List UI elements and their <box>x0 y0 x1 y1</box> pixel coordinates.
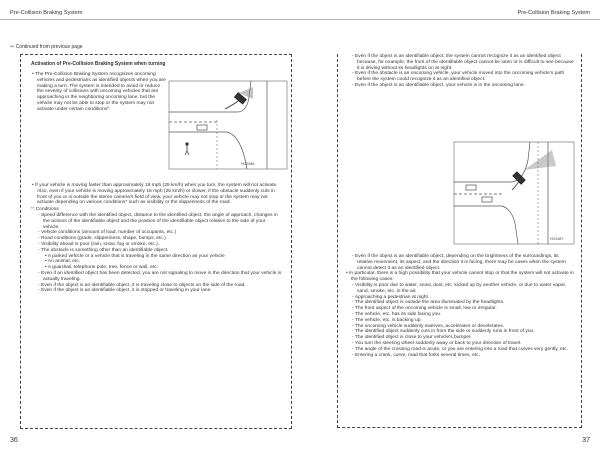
case-item: - Entering a crank, curve, road that forks several times, etc. <box>352 352 481 358</box>
sub-item: • A guardrail, telephone pole, tree, fence or wall, etc. <box>45 265 158 271</box>
turning-figure <box>167 79 289 171</box>
oncoming-car-icon <box>466 185 476 190</box>
condition-item: - Speed difference with the identified object, distance to the identified object, the angle of approach, changes in the actions of the identifiable object and the position of the identifiable object relative to the side of your vehicle. <box>38 212 278 230</box>
figure-id: HOS487 <box>550 237 564 241</box>
right-top <box>345 54 575 89</box>
condition-item: - Visibility ahead is poor (rain, snow, fog or smoke, etc.). <box>38 241 160 247</box>
oncoming-lane-figure <box>452 140 576 246</box>
case-item: - The oncoming vehicle suddenly swerves, accelerates or decelerates. <box>352 323 505 329</box>
sub-item: • A parked vehicle or a vehicle that is traveling in the same direction as your vehicle <box>45 253 225 259</box>
right-item: - Even if the object is an identifiable object, your vehicle is in the oncoming lane. <box>352 82 525 88</box>
case-item: - The angle of the crossing road is acute, or you are entering into a road that curves very gently, etc. <box>352 346 568 352</box>
case-item: - Visibility is poor due to water, snow, dust, etc. kicked up by another vehicle, or due to water vapor, sand, smoke, etc. in the air. <box>352 282 567 294</box>
left-title <box>31 62 281 71</box>
right-item: - Even if the object is an identifiable object, the system cannot recognize it as an identified object because, for example, the front of the identifiable object cannot be seen or is difficult to see because it is driving without its headlights on at night. <box>352 54 574 71</box>
page-number-right: 37 <box>582 437 590 444</box>
left-intro <box>31 72 167 113</box>
header-right: Pre-Collision Braking System <box>517 10 590 16</box>
page-number-left: 36 <box>10 437 18 444</box>
case-item: - The identified object is close to your vehicle's bumper. <box>352 335 472 341</box>
sub-item: • An animal, etc. <box>45 259 81 265</box>
case-item: - The identified object is outside the area illuminated by the headlights. <box>352 300 505 306</box>
case-item: - You turn the steering wheel suddenly away or back to your direction of travel. <box>352 340 522 346</box>
left-speed <box>31 183 283 294</box>
section-title: Activation of Pre-Collision Braking System when turning <box>31 61 166 67</box>
speed-paragraph: • If your vehicle is moving faster than approximately 18 mph (25 km/h) when you turn, the system will not activate. Also, even if your vehicle is moving approximately 18 mph (25 km/h) or slower, if the obstacle suddenly cuts in front of you or is outside the stereo camera's field of view, your vehicle may not stop or the system may not activate depending on various conditions* such as visibility or the slipperiness of the road. <box>32 183 278 206</box>
right-bottom <box>345 254 575 358</box>
case-item: - The identified object suddenly cuts in from the side or suddenly runs in front of you. <box>352 329 535 335</box>
condition-item: - The obstacle is something other than an identifiable object. <box>38 247 169 253</box>
conditions-label: *: Conditions <box>31 207 59 213</box>
figure-frame <box>454 142 574 244</box>
condition-item: - Even if the object is an identifiable object, it is traveling close to objects on the side of the road. <box>38 282 246 288</box>
case-item: - The front aspect of the oncoming vehicle is small, low or irregular. <box>352 306 497 312</box>
figure-frame <box>169 81 287 169</box>
particular-paragraph: • In particular, there is a high possibility that your vehicle cannot stop or that the system will not activate in the following cases: <box>346 271 574 283</box>
case-item: - The vehicle, etc. is backing up. <box>352 317 422 323</box>
right-item: - Even if the object is an identifiable object, depending on the brightness of the surroundings, its relative movement, its aspect, and the direction it is facing, there may be cases when the system cannot detect it as an identified object. <box>352 254 566 271</box>
case-item: - Approaching a pedestrian at night. <box>352 294 430 300</box>
right-item: - Even if the obstacle is an oncoming vehicle, your vehicle moved into the oncoming vehicle's path before the system could recognize it as an identified object. <box>352 71 565 83</box>
condition-item: - Even if an identified object has been detected, you are not signaling to move in the direction that your vehicle is actually traveling. <box>38 270 282 282</box>
case-item: - The vehicle, etc. has its side facing you. <box>352 311 442 317</box>
condition-item: - Even if the object is an identifiable object, it is stopped or traveling in your lane. <box>38 288 212 294</box>
condition-item: - Road conditions (grade, slipperiness, shape, bumps, etc.) <box>38 236 166 242</box>
oncoming-car-icon <box>482 197 492 202</box>
header-rule <box>0 19 600 20</box>
oncoming-car-icon <box>197 125 207 130</box>
condition-item: - Vehicle conditions (amount of load, number of occupants, etc.) <box>38 230 177 236</box>
continued-note: ⇨ Continued from previous page <box>10 44 83 50</box>
intro-paragraph: • The Pre-Collision Braking System recognizes oncoming vehicles and pedestrians as identified objects when you are making a turn. The system is intended to avoid or reduce the severity of collisions with oncoming vehicles that are approaching in the neighboring oncoming lane, but the vehicle may not be able to stop or the system may not activate under certain conditions*. <box>32 72 166 112</box>
header-left: Pre-Collision Braking System <box>10 10 83 16</box>
figure-id: HOS486 <box>241 162 255 166</box>
